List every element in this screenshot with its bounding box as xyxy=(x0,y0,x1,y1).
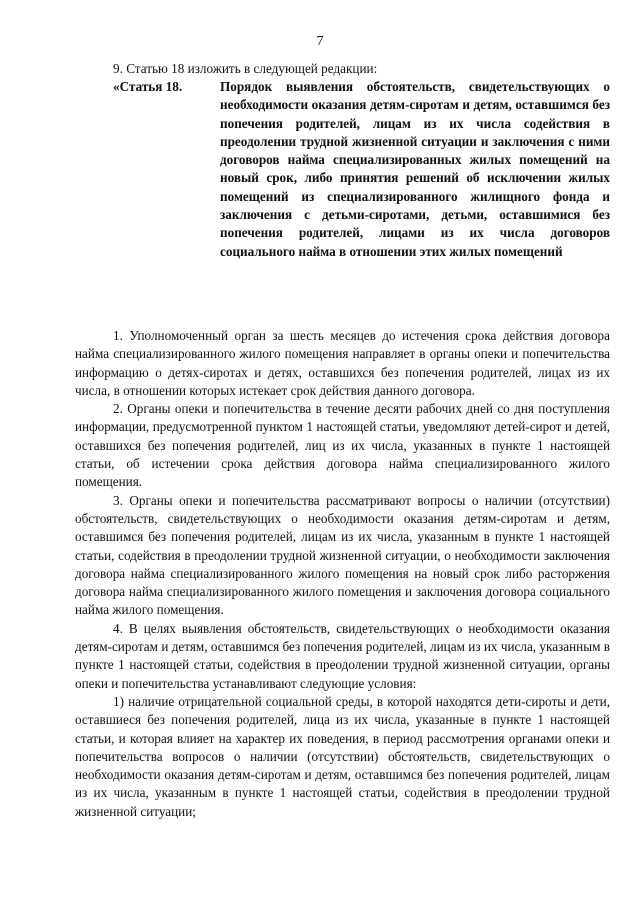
article-heading xyxy=(113,78,610,261)
paragraph: 2. Органы опеки и попечительства в течение десяти рабочих дней со дня поступления информации, предусмотренной пунктом 1 настоящей статьи, уведомляют детей-сирот и детей, оставшихся без попечения родителей, лиц из их числа, указанных в пункте 1 настоящей статьи, об истечении срока действия договора найма специализированного жилого помещения. xyxy=(75,401,610,490)
paragraph: 1. Уполномоченный орган за шесть месяцев до истечения срока действия договора найма специализированного жилого помещения направляет в органы опеки и попечительства информацию о детях-сиротах и детях, оставшихся без попечения родителей, лицах из их числа, в отношении которых истекает срок действия данного договора. xyxy=(75,328,610,398)
paragraph: 4. В целях выявления обстоятельств, свидетельствующих о необходимости оказания детям-сиротам и детям, оставшимся без попечения родителей, лицам из их числа, указанным в пункте 1 настоящей статьи, содействия в преодолении трудной жизненной ситуации, органы опеки и попечительства устанавливают следующие условия: xyxy=(75,620,610,691)
page-number: 7 xyxy=(316,34,324,49)
paragraph: 3. Органы опеки и попечительства рассматривают вопросы о наличии (отсутствии) обстоятельств, свидетельствующих о необходимости оказания детям-сиротам и детям, оставшимся без попечения родителей, лицам из их числа, указанным в пункте 1 настоящей статьи, содействия в преодолении трудной жизненной ситуации, о необходимости заключения договора найма специализированного жилого помещения на новый срок либо расторжения договора найма специализированного жилого помещения и заключения договора социального найма жилого помещения. xyxy=(75,492,610,618)
paragraph: 1) наличие отрицательной социальной среды, в которой находятся дети-сироты и дети, оставшиеся без попечения родителей, лица из их числа, указанные в пункте 1 настоящей статьи, и которая влияет на характер их поведения, в период рассмотрения органами опеки и попечительства вопросов о наличии (отсутствии) обстоятельств, свидетельствующих о необходимости оказания детям-сиротам и детям, оставшимся без попечения родителей, лицам из их числа, указанным в пункте 1 настоящей статьи, содействия в преодолении трудной жизненной ситуации; xyxy=(75,693,610,819)
article-title: Порядок выявления обстоятельств, свидетельствующих о необходимости оказания детям-сиротам и детям, оставшимся без попечения родителей, лицам из их числа содействия в преодолении трудной жизненной ситуации и заключения с ними договоров найма специализированных жилых помещений на новый срок, либо принятия решений об исключении жилых помещений из специализированного жилищного фонда и заключения с детьми-сиротами, детьми, оставшимися без попечения родителей, лицами из их числа договоров социального найма в отношении этих жилых помещений xyxy=(220,79,610,259)
article-body xyxy=(75,327,610,821)
amendment-intro: 9. Статью 18 изложить в следующей редакции: xyxy=(113,61,378,76)
article-label: «Статья 18. xyxy=(113,79,183,94)
